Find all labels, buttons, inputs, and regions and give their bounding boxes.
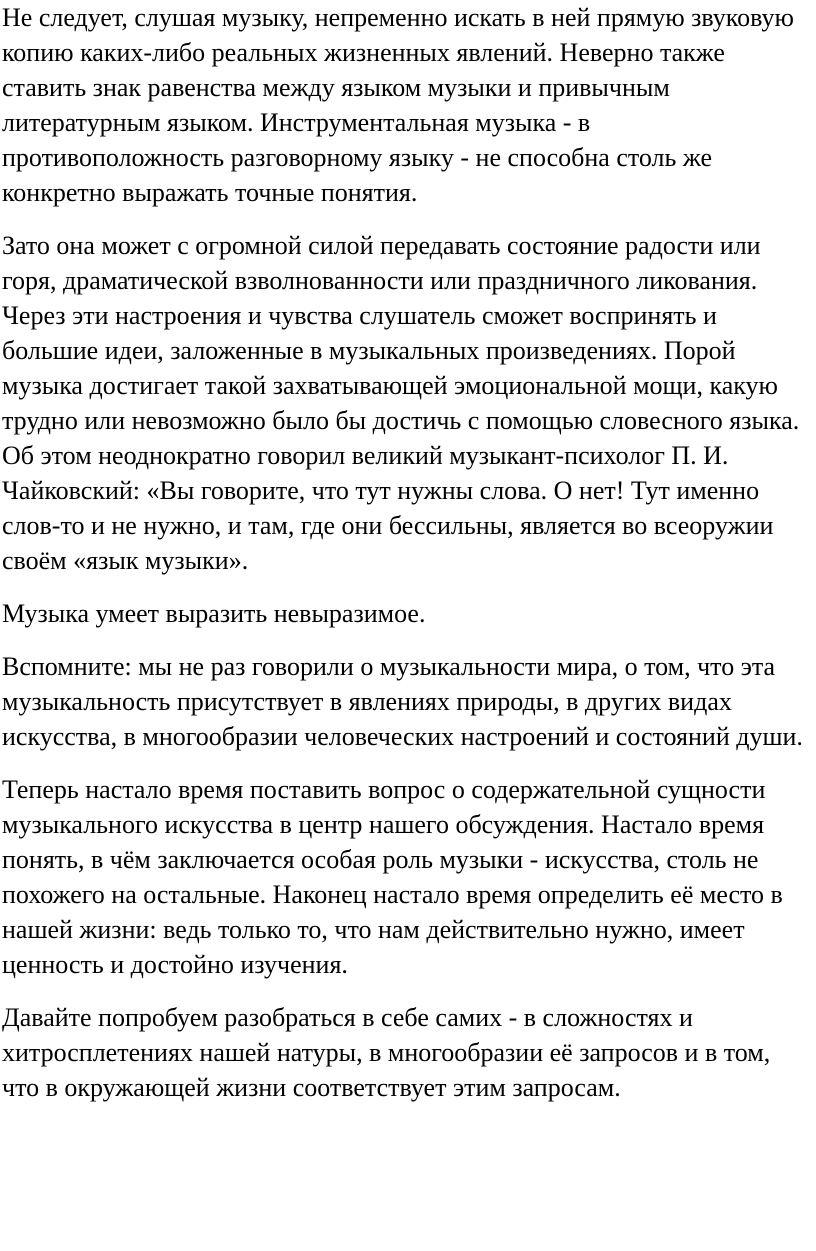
paragraph-4: Вспомните: мы не раз говорили о музыкальности мира, о том, что эта музыкальность присутствует в явлениях природы, в других видах искусства, в многообразии человеческих настроений и состояний души. (2, 652, 803, 751)
paragraph-1: Не следует, слушая музыку, непременно искать в ней прямую звуковую копию каких-либо реальных жизненных явлений. Неверно также ставить знак равенства между языком музыки и привычным литературным языком. Инструментальная музыка - в противоположность разговорному языку - не способна столь же конкретно выражать точные понятия. (2, 3, 794, 207)
paragraph-2: Зато она может с огромной силой передавать состояние радости или горя, драматической взволнованности или праздничного ликования. Через эти настроения и чувства слушатель сможет воспринять и большие идеи, заложенные в музыкальных произведениях. Порой музыка достигает такой захватывающей эмоциональной мощи, какую трудно или невозможно было бы достичь с помощью словесного языка. Об этом неоднократно говорил великий музыкант-психолог П. И. Чайковский: «Вы говорите, что тут нужны слова. О нет! Тут именно слов-то и не нужно, и там, где они бессильны, является во всеоружии своём «язык музыки». (2, 231, 800, 575)
paragraph-3: Музыка умеет выразить невыразимое. (2, 599, 426, 628)
paragraph-5: Теперь настало время поставить вопрос о содержательной сущности музыкального искусства в центр нашего обсуждения. Настало время понять, в чём заключается особая роль музыки - искусства, столь не похожего на остальные. Наконец настало время определить её место в нашей жизни: ведь только то, что нам действительно нужно, имеет ценность и достойно изучения. (2, 775, 783, 979)
paragraph-6: Давайте попробуем разобраться в себе самих - в сложностях и хитросплетениях нашей натуры, в многообразии её запросов и в том, что в окружающей жизни соответствует этим запросам. (2, 1003, 771, 1102)
